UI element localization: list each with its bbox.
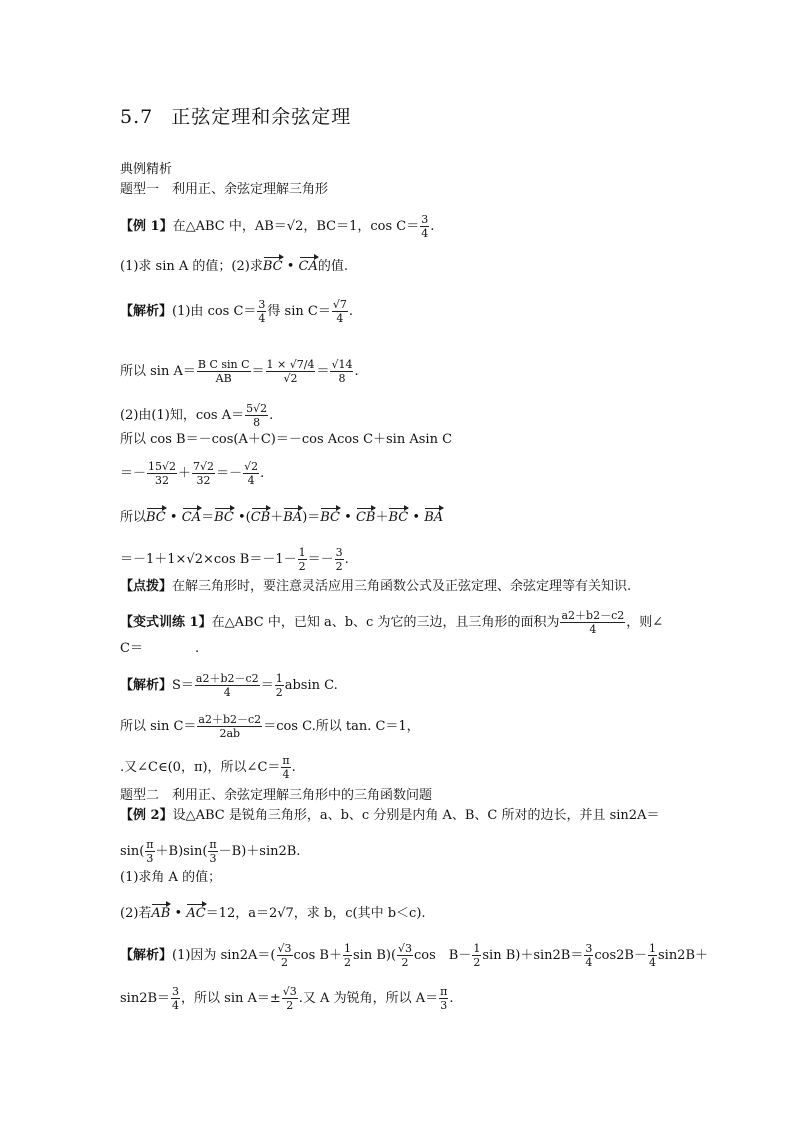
example2-line2: sin( $\frac{\pi}{3}$ ＋B)sin( $\frac{\pi}{3}$ －B)＋sin2B. [120,838,301,865]
page-title [120,106,352,128]
example1-tag: 【例 1】 [120,219,173,234]
example1-stem: 【例 1】在△ABC 中，AB＝√2，BC＝1，cos C＝ $\frac{3}{4}$ . [120,213,435,240]
section-heading: 典例精析 [120,162,173,177]
example2-q2: (2)若AB • AC＝12，a＝2√7，求 b，c(其中 b＜c). [120,906,426,921]
example2-stem: 【例 2】设△ABC 是锐角三角形，a、b、c 分别是内角 A、B、C 所对的边长，并且 sin2A＝ [120,808,660,823]
solution1-line2: 所以 sin A＝ $\frac{\text{B C sin C}}{AB}$ ＝ $\frac{1 \times √7/4}{√2}$ ＝ $\frac{√14}{8}$ . [120,358,359,385]
solution2-line3: .又∠C∈(0，π)，所以∠C＝ $\frac{\pi}{4}$ . [120,754,296,781]
vector-bc: BC [262,259,283,274]
solution1-line5: ＝－ $\frac{15√2}{32}$ ＋ $\frac{7√2}{32}$ ＝－ $\frac{√2}{4}$ . [120,460,265,487]
vector-ab: AB [151,906,171,921]
type2-heading: 题型二 利用正、余弦定理解三角形中的三角函数问题 [120,788,433,803]
variant1-stem: 【变式训练 1】在△ABC 中，已知 a、b、c 为它的三边，且三角形的面积为 $\frac{a2+b2-c2}{4}$ ，则∠ [120,609,664,636]
solution1-line6: 所以BC • CA＝BC •(CB＋BA)＝BC • CB＋BC • BA [120,510,444,525]
title-text: 正弦定理和余弦定理 [171,106,352,128]
vector-bc: BC [146,510,166,525]
vector-ba: BA [283,510,303,525]
section-number: 5.7 [120,106,154,128]
solution-tag: 【解析】 [120,304,173,319]
solution3-line1: 【解析】(1)因为 sin2A＝( $\frac{√3}{2}$ cos B＋ $\frac{1}{2}$ sin B)( $\frac{√3}{2}$ cos B－ $\frac{1}{2}$ sin B)＋sin2B＝ $\frac{3}{4}$ cos2B－ $\frac{1}{4}$ sin2B＋ [120,942,709,969]
fraction: $\frac{3}{4}$ [421,213,429,240]
variant1-line2: C＝ . [120,641,200,656]
solution3-line2: sin2B＝ $\frac{3}{4}$ ，所以 sin A＝± $\frac{√3}{2}$ .又 A 为锐角，所以 A＝ $\frac{\pi}{3}$ . [120,985,454,1012]
vector-cb: CB [250,510,271,525]
vector-ca: CA [298,259,318,274]
tip1: 【点拨】在解三角形时，要注意灵活应用三角函数公式及正弦定理、余弦定理等有关知识. [120,579,632,594]
solution1-line4: 所以 cos B＝－cos(A＋C)＝－cos Acos C＋sin Asin C [120,432,453,447]
solution2-line2: 所以 sin C＝ $\frac{a2+b2-c2}{2ab}$ ＝cos C.所以 tan. C＝1， [120,713,420,740]
example1-question: (1)求 sin A 的值；(2)求BC • CA的值. [120,259,349,274]
type1-heading: 题型一 利用正、余弦定理解三角形 [120,182,329,197]
solution2-line1: 【解析】S＝ $\frac{a2+b2-c2}{4}$ ＝ $\frac{1}{2}$ absin C. [120,672,338,699]
solution1-line3: (2)由(1)知，cos A＝ $\frac{5√2}{8}$ . [120,402,274,429]
vector-ac: AC [186,906,206,921]
vector-ca: CA [181,510,202,525]
vector-bc: BC [214,510,234,525]
solution1-line7: ＝－1＋1×√2×cos B＝－1－ $\frac{1}{2}$ ＝－ $\frac{3}{2}$ . [120,546,349,573]
solution1-line1: 【解析】(1)由 cos C＝ $\frac{3}{4}$ 得 sin C＝ $\frac{√7}{4}$ . [120,298,353,325]
example2-q1: (1)求角 A 的值； [120,870,222,885]
